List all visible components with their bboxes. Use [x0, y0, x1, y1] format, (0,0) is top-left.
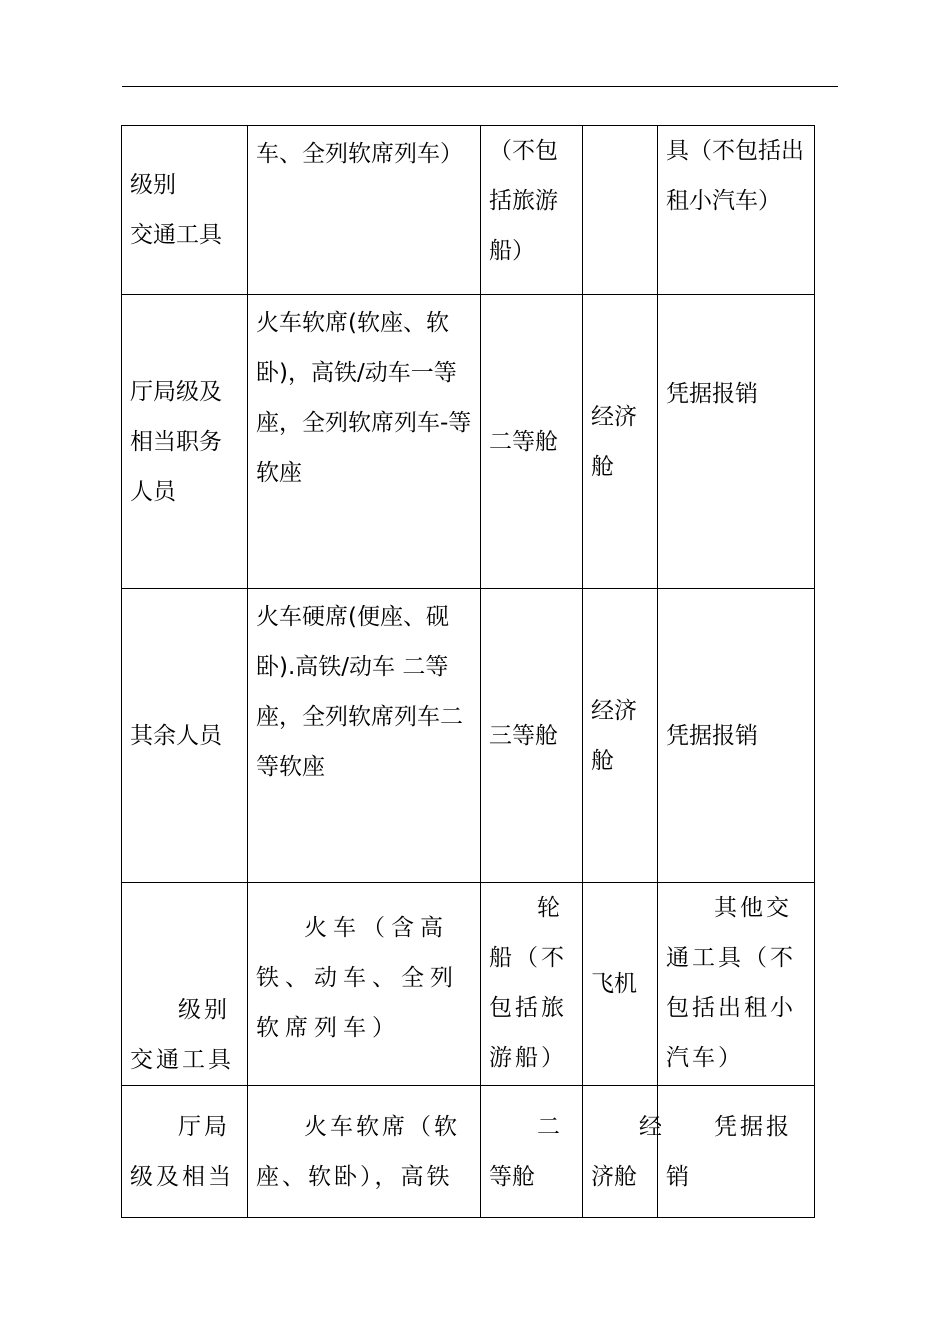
ship-cell: 二等舱	[481, 1086, 583, 1218]
table-row	[122, 883, 815, 1086]
train-cell: 火车软席（软座、软卧），高铁	[248, 1086, 481, 1218]
table-row	[122, 1086, 815, 1218]
train-cell: 火车硬席(便座、砚卧).高铁/动车 二等座，全列软席列车二等软座	[248, 589, 481, 883]
train-header-cell: 车、全列软席列车）	[248, 126, 481, 295]
travel-standard-table	[121, 125, 815, 1218]
plane-cell: 经济舱	[583, 1086, 658, 1218]
level-header-cell: 级别 交通工具	[122, 126, 248, 295]
level-cell: 厅局级及相当	[122, 1086, 248, 1218]
train-header-cell: 火车（含高铁、动车、全列软席列车）	[248, 883, 481, 1086]
level-cell: 厅局级及相当职务人员	[122, 295, 248, 589]
other-transport-header-cell: 其他交通工具（不包括出租小汽车）	[658, 883, 815, 1086]
plane-header-cell	[583, 126, 658, 295]
level-cell: 其余人员	[122, 589, 248, 883]
ship-cell: 三等舱	[481, 589, 583, 883]
plane-cell: 经济舱	[583, 295, 658, 589]
other-transport-cell: 凭据报销	[658, 589, 815, 883]
level-header-cell: 级别交通工具	[122, 883, 248, 1086]
other-transport-header-cell: 具（不包括出租小汽车）	[658, 126, 815, 295]
plane-header-cell: 飞机	[583, 883, 658, 1086]
train-cell: 火车软席(软座、软卧)，高铁/动车一等座，全列软席列车-等软座	[248, 295, 481, 589]
header-rule	[122, 86, 838, 87]
plane-cell: 经济舱	[583, 589, 658, 883]
table-row	[122, 295, 815, 589]
table-row	[122, 589, 815, 883]
ship-cell: 二等舱	[481, 295, 583, 589]
other-transport-cell: 凭据报销	[658, 295, 815, 589]
ship-header-cell: （不包括旅游船）	[481, 126, 583, 295]
ship-header-cell: 轮船（不包括旅游船）	[481, 883, 583, 1086]
table-row	[122, 126, 815, 295]
other-transport-cell: 凭据报销	[658, 1086, 815, 1218]
